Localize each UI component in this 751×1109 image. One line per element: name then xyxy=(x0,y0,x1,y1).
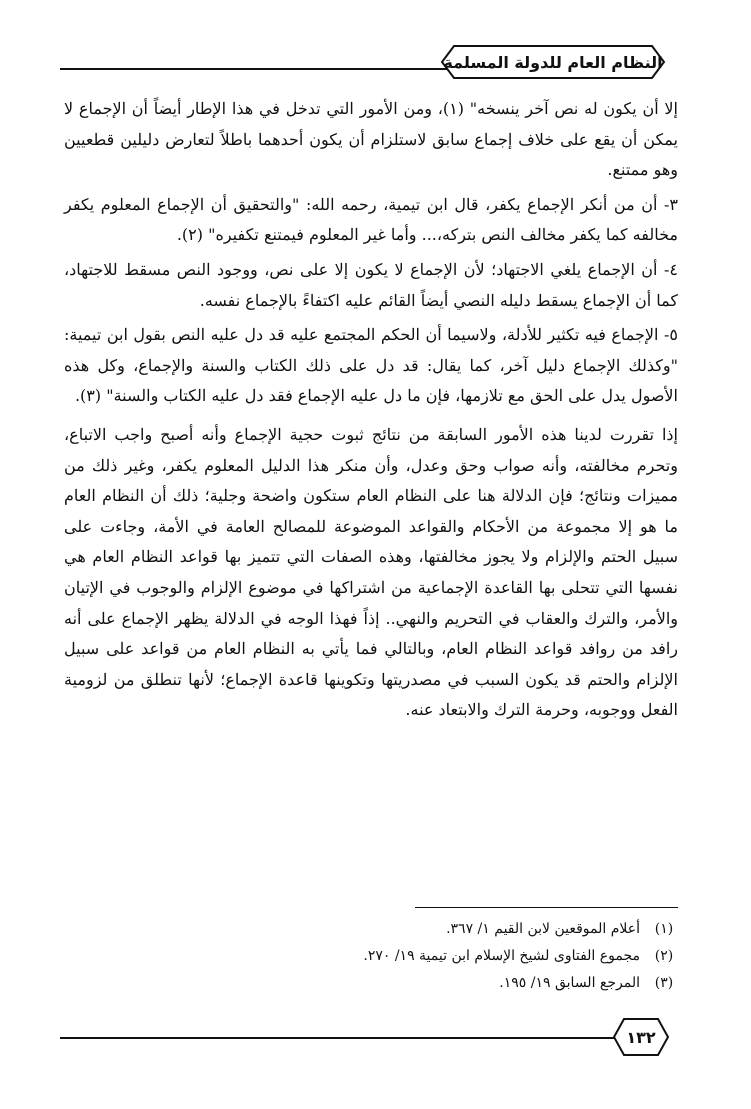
footnote-separator xyxy=(415,907,678,908)
paragraph-point-3: ٣- أن من أنكر الإجماع يكفر، قال ابن تيمية، رحمه الله: "والتحقيق أن الإجماع المعلوم يكفر مخالفه كما يكفر مخالف النص بتركه،... وأما غير المعلوم فيمتنع تكفيره" (٢). xyxy=(64,194,678,245)
footnotes xyxy=(64,916,678,997)
footnote-number: (٢) xyxy=(654,948,674,964)
footnote-text: أعلام الموقعين لابن القيم ١/ ٣٦٧. xyxy=(446,921,640,937)
footnote-text: المرجع السابق ١٩/ ١٩٥. xyxy=(499,975,640,991)
header-frame xyxy=(440,44,666,80)
paragraph-conclusion: إذا تقررت لدينا هذه الأمور السابقة من نتائج ثبوت حجية الإجماع وأنه أصبح واجب الاتباع، وتحرم مخالفته، وأنه صواب وحق وعدل، وأن منكر هذا الدليل المعلوم يكفر، وغير ذلك من مميزات ونتائج؛ فإن الدلالة هنا على النظام العام ستكون واضحة وجلية؛ ذلك أن النظام العام ما هو إلا مجموعة من الأحكام والقواعد الموضوعة للمصالح العامة في الأمة، وجاءت على سبيل الحتم والإلزام ولا يجوز مخالفتها، وهذه الصفات التي تتميز بها قواعد النظام العام هي نفسها التي تتحلى بها القاعدة الإجماعية من اشتراكها في موضوع الإلزام والوجوب في الإتيان والأمر، والترك والعقاب في التحريم والنهي.. إذاً فهذا الوجه في الدلالة يظهر الإجماع على أنه رافد من روافد قواعد النظام العام، وبالتالي فما يأتي به النظام العام من قواعد على سبيل الإلزام والحتم قد يكون السبب في مصدريتها وتكوينها قاعدة الإجماع؛ لأنها تنطلق من لزومية الفعل ووجوبه، وحرمة الترك والابتعاد عنه. xyxy=(64,424,679,720)
footnote-text: مجموع الفتاوى لشيخ الإسلام ابن تيمية ١٩/ ٢٧٠. xyxy=(363,948,640,964)
running-header-title: النظام العام للدولة المسلمة xyxy=(443,52,663,72)
paragraph-point-4: ٤- أن الإجماع يلغي الاجتهاد؛ لأن الإجماع لا يكون إلا على نص، ووجود النص مسقط للاجتهاد، كما أن الإجماع يسقط دليله النصي أيضاً القائم عليه اكتفاءً بالإجماع نفسه. xyxy=(64,259,678,310)
footnote-number: (٣) xyxy=(654,975,674,991)
header-rule xyxy=(60,68,480,70)
footnote-item xyxy=(64,943,678,970)
footnote-item xyxy=(64,916,678,943)
page-number: ١٣٢ xyxy=(626,1027,656,1047)
main-text xyxy=(64,94,678,726)
footnote-number: (١) xyxy=(654,921,674,937)
paragraph-continuation: إلا أن يكون له نص آخر ينسخه" (١)، ومن الأمور التي تدخل في هذا الإطار أيضاً أن الإجماع لا يمكن أن يقع على خلاف إجماع سابق لاستلزام أن يكون أحدهما باطلاً لتعارض دليلين قطعيين وهو ممتنع. xyxy=(64,99,679,180)
footnote-item xyxy=(64,970,678,997)
footer-rule xyxy=(60,1037,615,1039)
page-number-frame xyxy=(612,1017,670,1057)
paragraph-point-5: ٥- الإجماع فيه تكثير للأدلة، ولاسيما أن الحكم المجتمع عليه قد دل عليه النص بقول ابن تيمية: "وكذلك الإجماع دليل آخر، كما يقال: قد دل على ذلك الكتاب والسنة والإجماع، وكل هذه الأصول يدل على الحق مع تلازمها، فإن ما دل عليه الإجماع فقد دل عليه الكتاب والسنة" (٣). xyxy=(64,325,678,406)
